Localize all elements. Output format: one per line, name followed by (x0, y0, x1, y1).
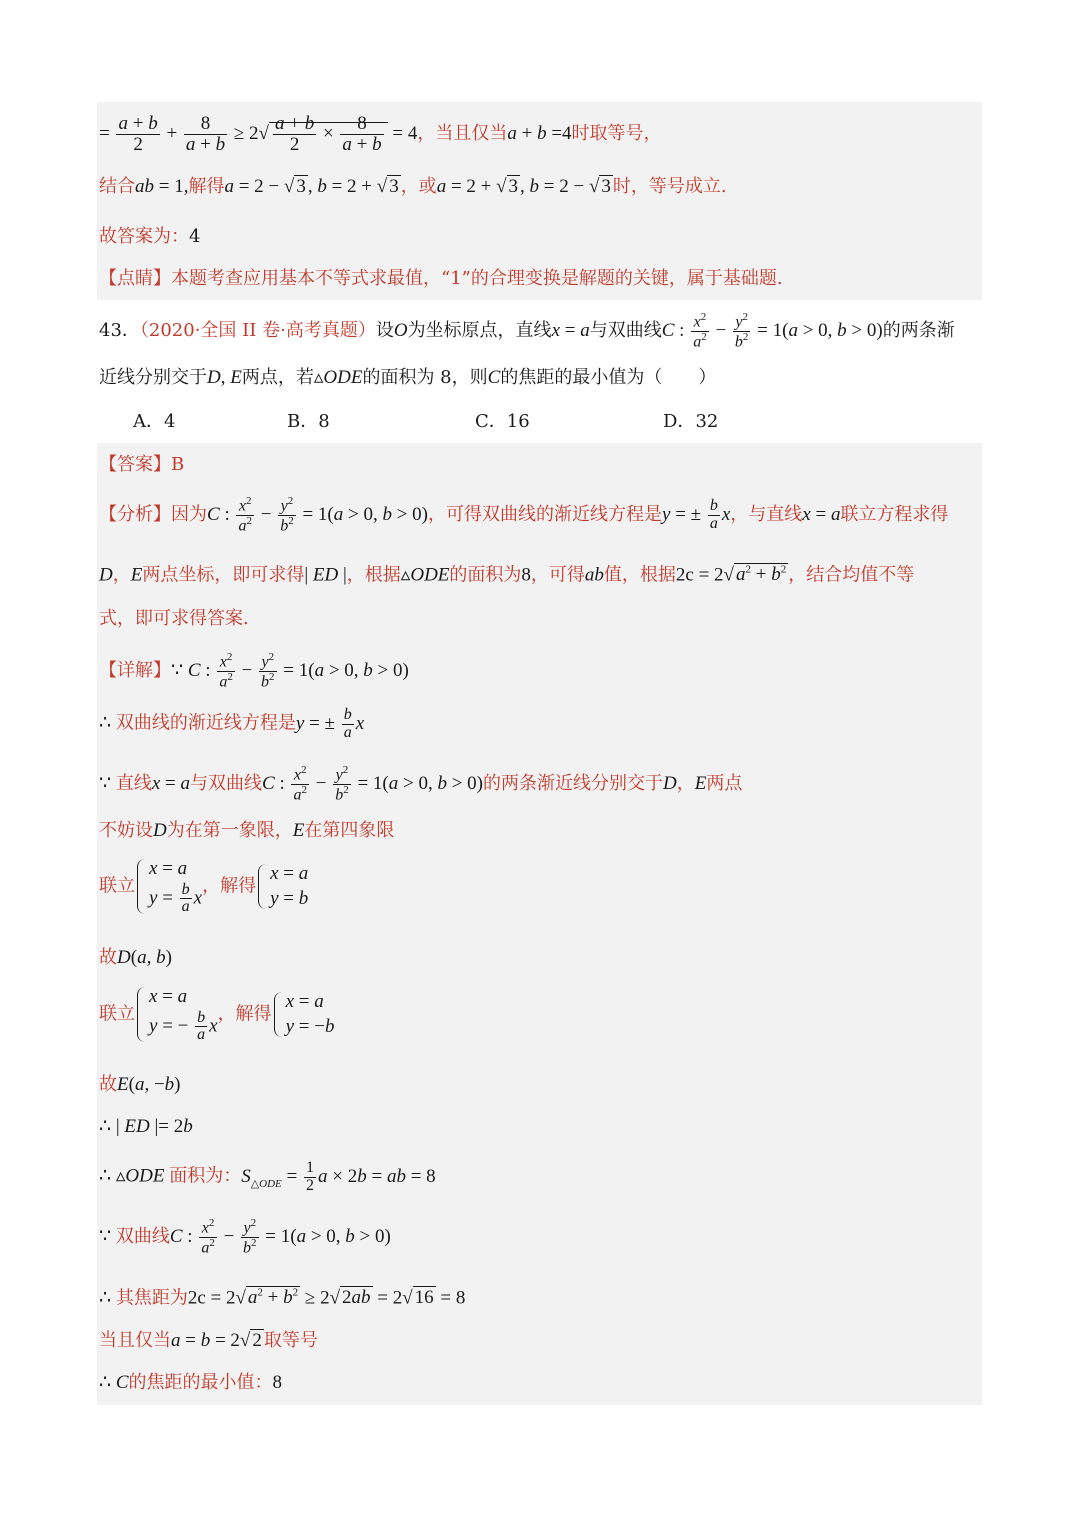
detail-intersect: ∵ 直线x = a与双曲线C : $\frac{x^2}{a^2}$ − $\frac{y^2}{b^2}$ = 1(a > 0, b > 0)的两条渐近线分别交于D，E两点 (99, 764, 743, 804)
option-b[interactable]: B．8 (287, 411, 330, 432)
detail-line-1: 【详解】∵ C : $\frac{x^2}{a^2}$ − $\frac{y^2}{b^2}$ = 1(a > 0, b > 0) (99, 651, 409, 691)
detail-area: ∴ ▵ODE 面积为：$S_{\triangle ODE}$ = $\frac{1}{2}$ a × 2b = ab = 8 (99, 1159, 436, 1194)
question-line-1: 43．（2020·全国 II 卷·高考真题）设O为坐标原点，直线x = a与双曲线C : $\frac{x^2}{a^2}$ − $\frac{y^2}{b^2}$ = 1(a > 0, b > 0)的两条渐 (99, 311, 955, 351)
detail-hyperbola: ∵ 双曲线C : $\frac{x^2}{a^2}$ − $\frac{y^2}{b^2}$ = 1(a > 0, b > 0) (99, 1217, 391, 1257)
detail-system-2: 联立 x = a y = − $\frac{b}{a}$ x ，解得 x = a y = −b (99, 986, 335, 1044)
prev-comment: 【点睛】本题考查应用基本不等式求最值，“1”的合理变换是解题的关键，属于基础题. (99, 268, 783, 289)
prev-answer: 故答案为：4 (99, 226, 201, 247)
answer-line: 【答案】B (99, 454, 185, 475)
prev-line-2: 结合ab = 1,解得a = 2 − √ 3 , b = 2 + √ 3 ，或a = 2 + √ 3 , b = 2 − √ 3 时，等号成立. (99, 176, 727, 197)
analysis-line-1: 【分析】因为C : $\frac{x^2}{a^2}$ − $\frac{y^2}{b^2}$ = 1(a > 0, b > 0)，可得双曲线的渐近线方程是y = ± $\frac{b}{a}$ x，与直线x = a联立方程求得 (99, 495, 949, 535)
analysis-line-2: D，E两点坐标，即可求得| ED |，根据▵ODE的面积为8，可得ab值，根据2c = 2√ $a^2 + b^2$ ，结合均值不等 (99, 564, 915, 586)
detail-ed: ∴ | ED |= 2b (99, 1116, 193, 1137)
option-d[interactable]: D．32 (663, 411, 719, 432)
option-c[interactable]: C．16 (475, 411, 530, 432)
detail-asymptote: ∴ 双曲线的渐近线方程是y = ± $\frac{b}{a}$ x (99, 706, 365, 741)
question-line-2: 近线分别交于D, E两点，若▵ODE的面积为 8，则C的焦距的最小值为（ ） (99, 367, 717, 388)
detail-assume: 不妨设D为在第一象限，E在第四象限 (99, 820, 395, 841)
prev-line-1: = $\frac{a + b}{2}$ + $\frac{8}{a + b}$ ≥ 2√ $\frac{a + b}{2}$ × $\frac{8}{a + b}$ = 4，当且仅当a + b =4时取等号， (99, 113, 662, 155)
option-a[interactable]: A．4 (133, 411, 176, 432)
detail-system-1: 联立 x = a y = $\frac{b}{a}$ x ，解得 x = a y = b (99, 858, 309, 916)
analysis-line-3: 式，即可求得答案. (99, 608, 249, 629)
detail-point-d: 故D(a, b) (99, 947, 172, 968)
detail-point-e: 故E(a, −b) (99, 1074, 181, 1095)
detail-equality: 当且仅当a = b = 2√ 2 取等号 (99, 1330, 318, 1351)
detail-focal: ∴ 其焦距为2c = 2√ $a^2 + b^2 \ge 2√$ 2ab = 2√ 16 = 8 (99, 1287, 466, 1309)
detail-minimum: ∴ C的焦距的最小值：8 (99, 1372, 283, 1393)
